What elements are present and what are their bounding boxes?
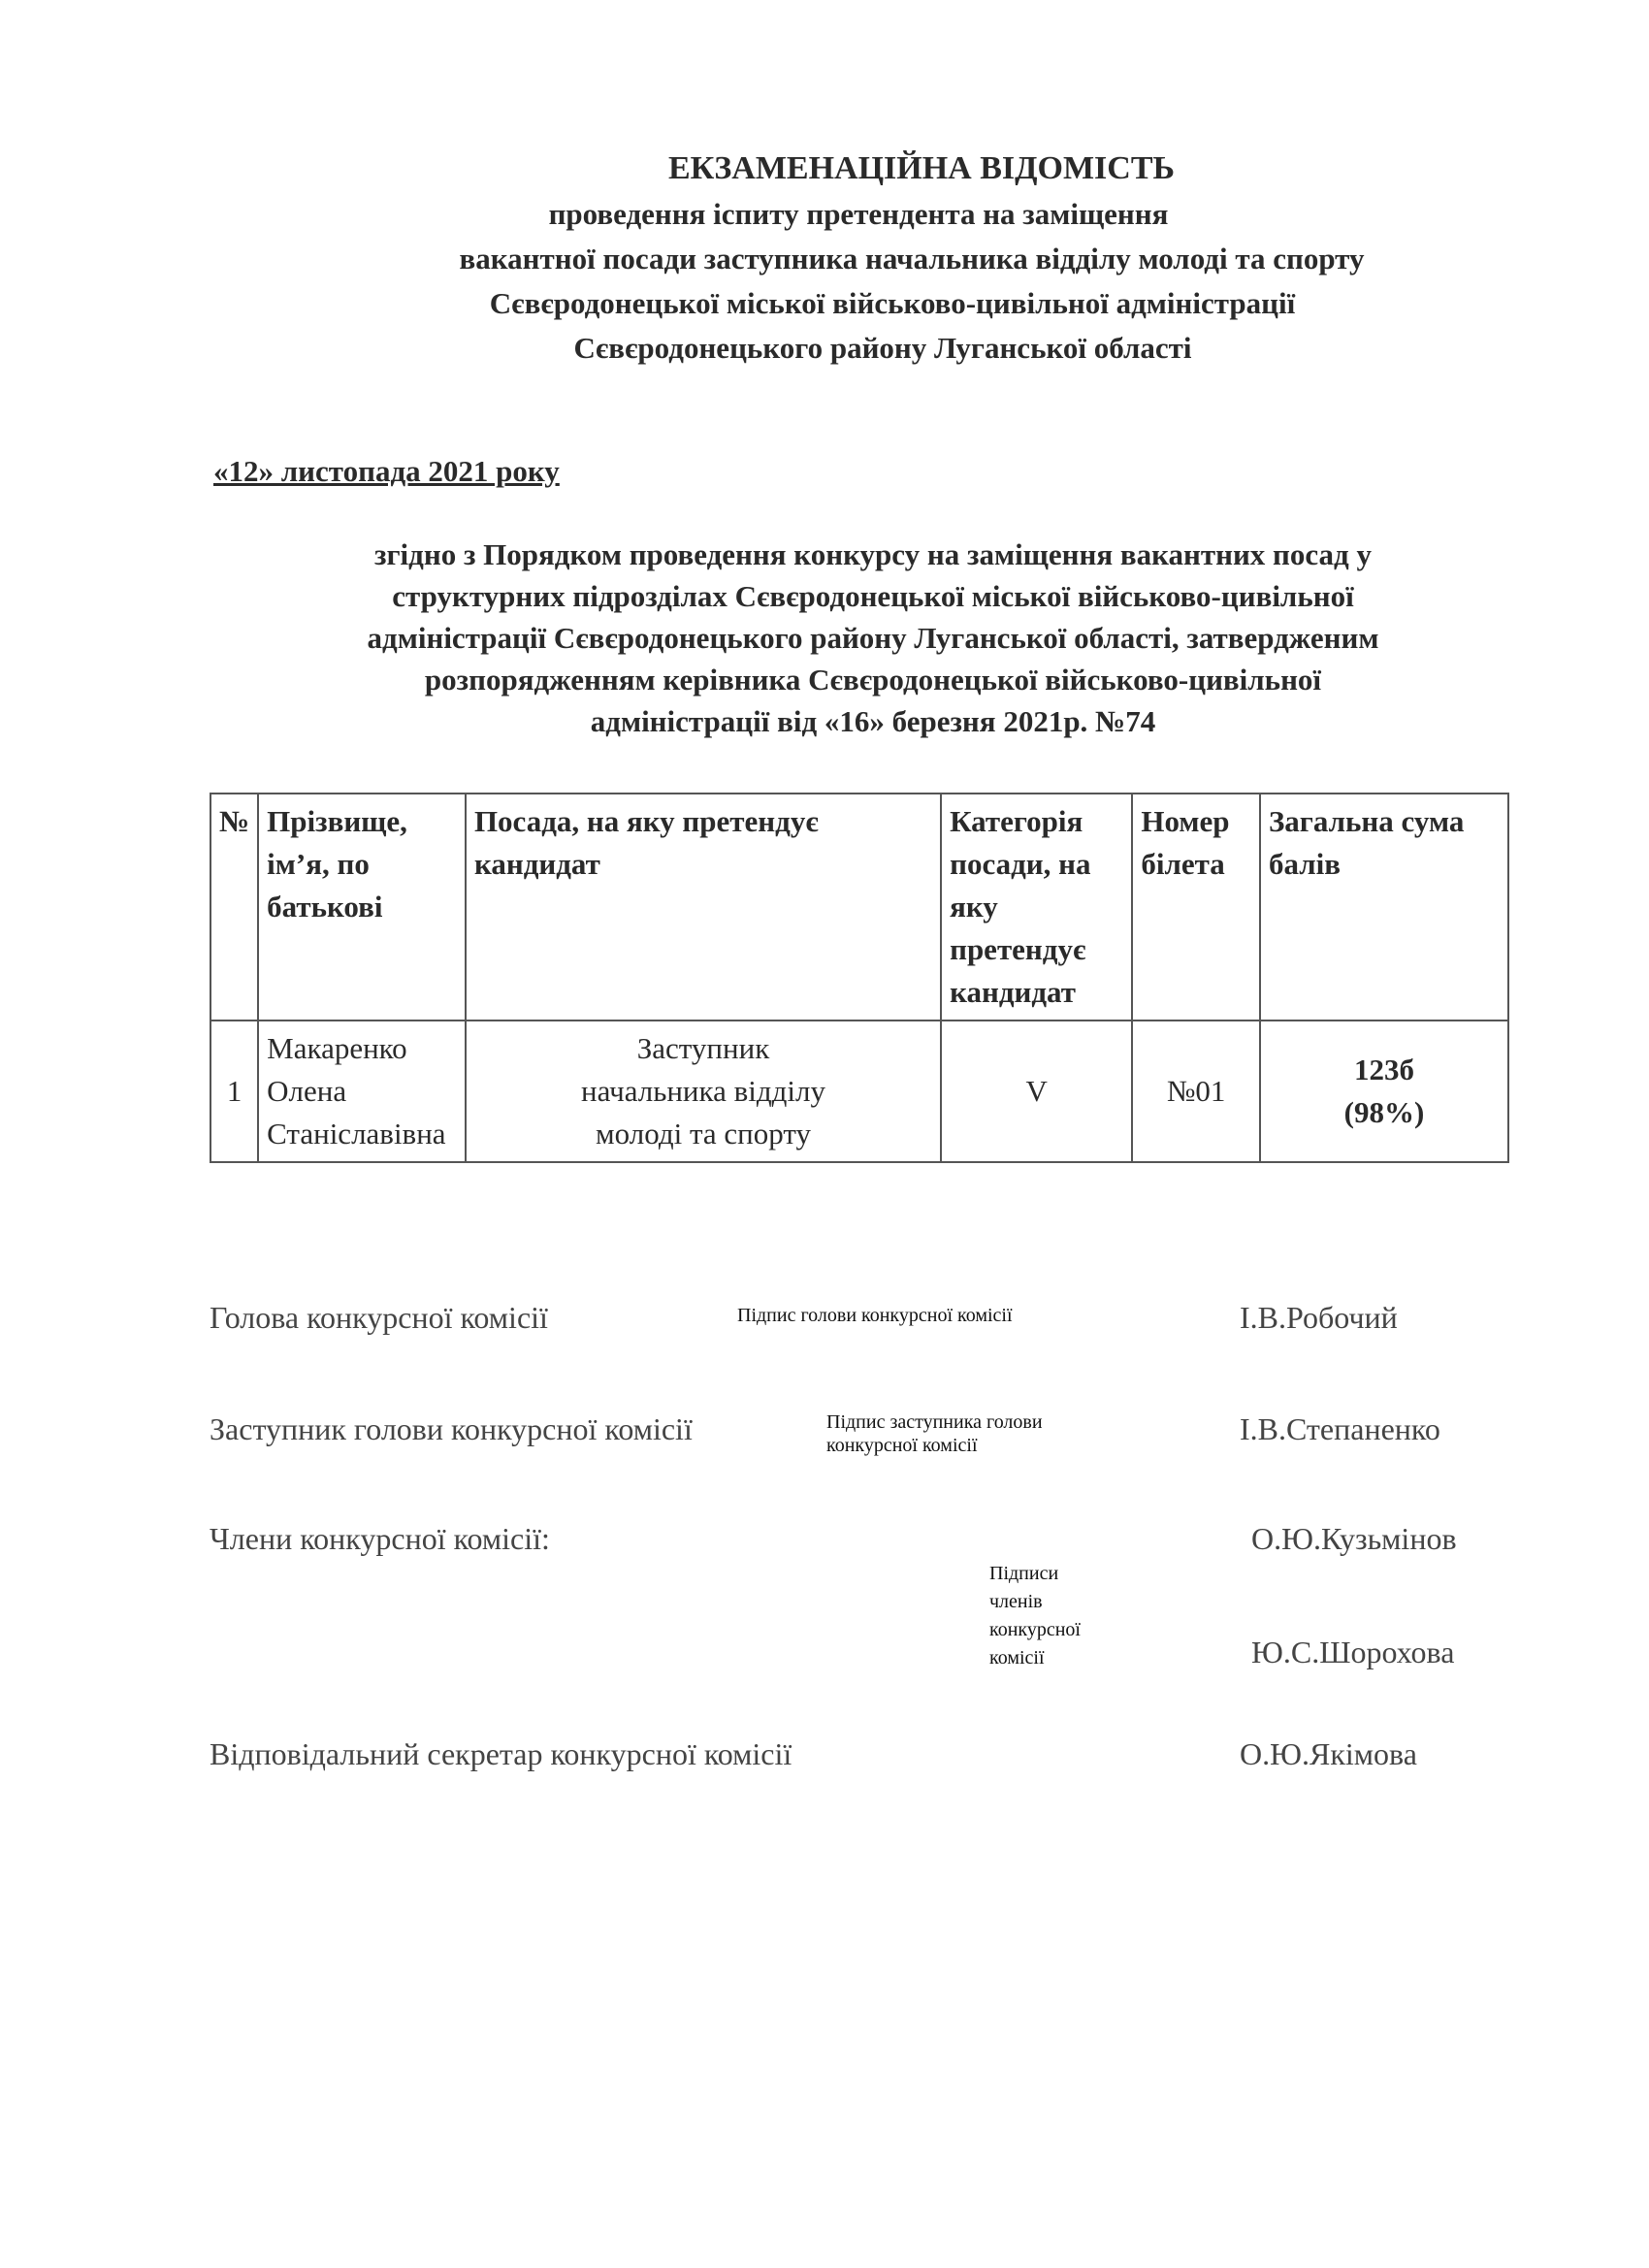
basis-line: адміністрації від «16» березня 2021р. №74 (590, 704, 1156, 738)
basis-line: структурних підрозділах Сєвєродонецької міської військово-цивільної (392, 579, 1354, 613)
basis-line: адміністрації Сєвєродонецького району Луганської області, затвердженим (367, 621, 1379, 655)
cell-category: V (941, 1021, 1132, 1162)
header-category: Категорія посади, на яку претендує кандидат (941, 794, 1132, 1021)
secretary-name: О.Ю.Якімова (1240, 1736, 1417, 1771)
header-line: проведення іспиту претендента на заміщення (548, 197, 1169, 231)
document-header (0, 146, 1649, 371)
header-line: Сєвєродонецької міської військово-цивільної адміністрації (489, 286, 1296, 320)
header-line: вакантної посади заступника начальника відділу молоді та спорту (459, 242, 1365, 275)
note-line: конкурсної (989, 1619, 1081, 1640)
header-ticket: Номер білета (1132, 794, 1260, 1021)
legal-basis (213, 534, 1533, 742)
document-date: «12» листопада 2021 року (213, 454, 560, 488)
note-line: комісії (989, 1647, 1045, 1669)
members-label: Члени конкурсної комісії: (210, 1521, 550, 1556)
position-line: Заступник (636, 1031, 770, 1065)
deputy-label: Заступник голови конкурсної комісії (210, 1411, 693, 1446)
header-position: Посада, на яку претендує кандидат (466, 794, 941, 1021)
members-signature-placeholder (989, 1560, 1081, 1672)
name-line: Станіславівна (267, 1117, 446, 1150)
name-line: Макаренко (267, 1031, 407, 1065)
secretary-label: Відповідальний секретар конкурсної комісії (210, 1736, 792, 1771)
note-line: членів (989, 1591, 1043, 1612)
chair-label: Голова конкурсної комісії (210, 1300, 548, 1335)
score-percent: (98%) (1343, 1095, 1425, 1129)
cell-position (466, 1021, 941, 1162)
cell-ticket: №01 (1132, 1021, 1260, 1162)
cell-full-name (258, 1021, 466, 1162)
header-total-score: Загальна сума балів (1260, 794, 1508, 1021)
cell-number: 1 (210, 1021, 258, 1162)
position-line: начальника відділу (581, 1074, 825, 1108)
chair-signature-placeholder: Підпис голови конкурсної комісії (737, 1305, 1013, 1326)
header-number: № (210, 794, 258, 1021)
deputy-signature-placeholder (826, 1410, 1043, 1457)
document-title: ЕКЗАМЕНАЦІЙНА ВІДОМІСТЬ (667, 150, 1175, 186)
chair-name: І.В.Робочий (1240, 1300, 1398, 1335)
deputy-name: І.В.Степаненко (1240, 1411, 1440, 1446)
note-line: конкурсної комісії (826, 1435, 978, 1456)
score-value: 123б (1353, 1053, 1414, 1086)
member-name: О.Ю.Кузьмінов (1251, 1521, 1457, 1556)
table-header-row (210, 794, 1508, 1021)
position-line: молоді та спорту (596, 1117, 811, 1150)
note-line: Підписи (989, 1563, 1059, 1584)
member-name: Ю.С.Шорохова (1251, 1635, 1455, 1669)
results-table (210, 793, 1509, 1163)
basis-line: розпорядженням керівника Сєвєродонецької військово-цивільної (424, 663, 1322, 697)
header-full-name: Прізвище, ім’я, по батькові (258, 794, 466, 1021)
cell-total-score (1260, 1021, 1508, 1162)
header-line: Сєвєродонецького району Луганської області (573, 331, 1192, 365)
table-row (210, 1021, 1508, 1162)
name-line: Олена (267, 1074, 347, 1108)
basis-line: згідно з Порядком проведення конкурсу на заміщення вакантних посад у (374, 537, 1372, 571)
note-line: Підпис заступника голови (826, 1411, 1043, 1433)
